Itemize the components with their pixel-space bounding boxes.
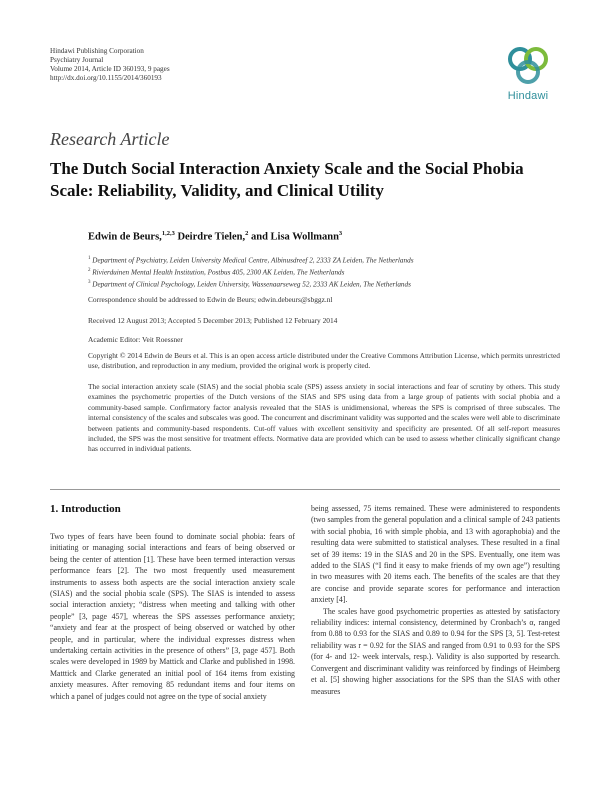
affiliation-2 [88,266,344,277]
affiliation-1-text: Department of Psychiatry, Leiden University Medical Centre, Albinusdreef 2, 2333 ZA Leiden, The Netherlands [92,256,414,265]
intro-paragraph-3: The scales have good psychometric properties as attested by satisfactory reliability indices: internal consistency, determined by Cronbach’s α, ranged from 0.88 to 0.93 for the SIAS and 0.89 to 0.94 for the SPS [3, 5]. Test-retest reliability was r = 0.92 for the SIAS and ranged from 0.91 to 0.93 for the SPS (for 4- and 12- week intervals, resp.). Validity is also supported by research. Convergent and discriminant validity was reinforced by findings of Heimberg et al. [5] showing higher associations for the SPS than the SIAS with other measures [311,606,560,696]
affiliation-2-text: Rivierduinen Mental Health Institution, Postbus 405, 2300 AK Leiden, The Netherlands [92,268,345,277]
article-type: Research Article [50,129,170,149]
hindawi-rings-icon [505,45,551,87]
author-1-affil: 1,2,3 [161,230,175,237]
author-1[interactable]: Edwin de Beurs, [88,231,162,243]
academic-editor: Academic Editor: Veit Roessner [88,335,183,344]
doi-link[interactable]: http://dx.doi.org/10.1155/2014/360193 [50,74,162,82]
publication-dates: Received 12 August 2013; Accepted 5 December 2013; Published 12 February 2014 [88,316,338,325]
affiliation-3-text: Department of Clinical Psychology, Leiden University, Wassenaarseweg 52, 2333 AK Leiden, The Netherlands [92,280,411,289]
section-divider [50,489,560,490]
paper-title: The Dutch Social Interaction Anxiety Scale and the Social Phobia Scale: Reliability, Validity, and Clinical Utility [50,159,524,200]
authors [88,230,342,243]
author-2-affil: 2 [245,230,249,237]
affiliation-1 [88,254,414,265]
abstract: The social interaction anxiety scale (SIAS) and the social phobia scale (SPS) assess anxiety in social interactions and fear of scrutiny by others. This study examines the psychometric properties of the Dutch versions of the SIAS and SPS using data from a large group of patients with social phobia and a community-based sample. Confirmatory factor analysis revealed that the SIAS is unidimensional, whereas the SPS is comprised of three subscales. The internal consistency of the scales and subscales was good. The concurrent and discriminant validity was supported and the scales were well able to discriminate between patients and community-based respondents. Cut-off values with excellent sensitivity and specificity are presented. Of all self-report measures included, the SPS was the most sensitive for treatment effects. Normative data are provided which can be used to assess whether clinically significant change has occurred in individual patients. [88,382,560,454]
affiliation-3 [88,278,411,289]
hindawi-logo-text: Hindawi [507,90,549,102]
left-column [50,531,295,702]
journal-name: Psychiatry Journal [50,56,104,64]
author-3[interactable]: and Lisa Wollmann [248,231,339,243]
author-2[interactable]: Deirdre Tielen, [174,231,246,243]
copyright-notice: Copyright © 2014 Edwin de Beurs et al. This is an open access article distributed under the Creative Commons Attribution License, which permits unrestricted use, distribution, and reproduction in any medium, provided the original work is properly cited. [88,351,560,370]
journal-info [50,47,170,83]
intro-paragraph-1: Two types of fears have been found to dominate social phobia: fears of initiating or managing social interactions and fears of being observed or being the center of attention [1]. These have been termed interaction versus performance fears [2]. The two most frequently used measurement instruments to assess both aspects are the social interaction anxiety scale (SIAS) and the social phobia scale (SPS). The SIAS is intended to assess social interaction anxiety; “distress when meeting and talking with other people” [3, page 457], whereas the SPS assesses performance anxiety; “anxiety and fear at the prospect of being observed or watched by other people, and in particular, where the individual expresses distress when undertaking certain activities in the presence of others” [3, page 457]. Both scales were developed in 1989 by Mattick and Clarke and published in 1998. Matttick and Clarke generated an initial pool of 164 items from existing anxiety measures. After removing 85 redundant items and four items on which a panel of judges could not agree on the type of social anxiety [50,532,295,701]
section-heading-introduction: 1. Introduction [50,503,121,515]
affiliation-2-sup: 2 [88,268,91,273]
publisher-name: Hindawi Publishing Corporation [50,47,144,55]
intro-paragraph-2: being assessed, 75 items remained. These were administered to respondents (two samples from the general population and a clinical sample of 243 patients with social phobia, 16 with simple phobia, and 13 with agoraphobia) and the resulting data were submitted to statistical analyses. These resulted in a final set of 39 items: 19 in the SIAS and 20 in the SPS. Eventually, one item was added to the SIAS (“I find it easy to make friends of my own age”) resulting in two measures with 20 items each. The benefits of the scales are that they are concise and provide separate scores for performance and interaction anxiety [4]. [311,504,560,605]
author-3-affil: 3 [338,230,343,237]
hindawi-logo [497,45,559,105]
volume-info: Volume 2014, Article ID 360193, 9 pages [50,65,170,73]
right-column [311,503,560,697]
affiliation-3-sup: 3 [88,280,91,285]
correspondence: Correspondence should be addressed to Edwin de Beurs; edwin.debeurs@sbggz.nl [88,295,333,304]
affiliation-1-sup: 1 [88,256,91,261]
